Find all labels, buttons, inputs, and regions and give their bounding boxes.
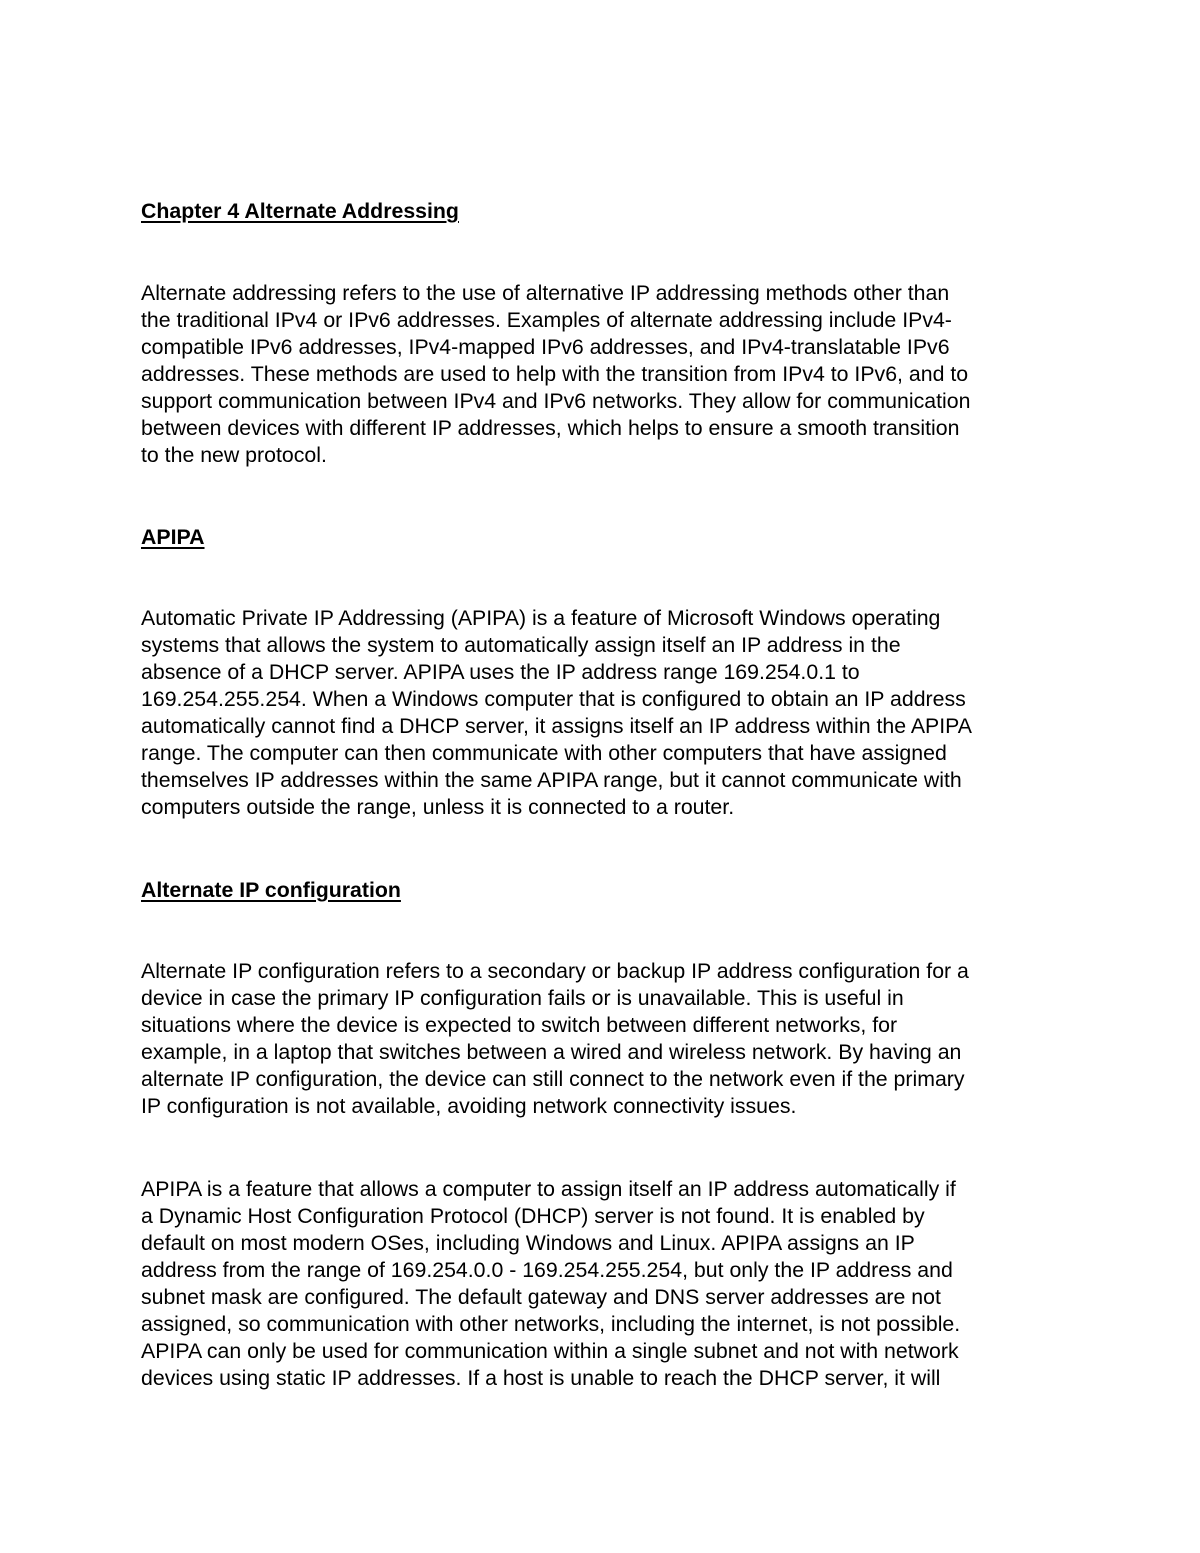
paragraph-line: Alternate IP configuration refers to a secondary or backup IP address configuration for a [141,959,969,983]
paragraph-line: Automatic Private IP Addressing (APIPA) is a feature of Microsoft Windows operating [141,606,941,630]
paragraph-line: Alternate addressing refers to the use of alternative IP addressing methods other than [141,281,950,305]
paragraph-line: default on most modern OSes, including Windows and Linux. APIPA assigns an IP [141,1231,915,1255]
paragraph-line: address from the range of 169.254.0.0 - 169.254.255.254, but only the IP address and [141,1258,953,1282]
paragraph-line: device in case the primary IP configuration fails or is unavailable. This is useful in [141,986,904,1010]
page-title: Chapter 4 Alternate Addressing [141,199,459,223]
paragraph-line: assigned, so communication with other networks, including the internet, is not possible. [141,1312,961,1336]
apipa-detail-paragraph [141,1176,1071,1392]
paragraph-line: between devices with different IP addresses, which helps to ensure a smooth transition [141,416,960,440]
paragraph-line: absence of a DHCP server. APIPA uses the IP address range 169.254.0.1 to [141,660,860,684]
paragraph-line: range. The computer can then communicate with other computers that have assigned [141,741,947,765]
paragraph-line: a Dynamic Host Configuration Protocol (DHCP) server is not found. It is enabled by [141,1204,925,1228]
paragraph-line: support communication between IPv4 and IPv6 networks. They allow for communication [141,389,971,413]
paragraph-line: alternate IP configuration, the device can still connect to the network even if the primary [141,1067,965,1091]
paragraph-line: situations where the device is expected to switch between different networks, for [141,1013,898,1037]
paragraph-line: devices using static IP addresses. If a host is unable to reach the DHCP server, it will [141,1366,941,1390]
paragraph-line: APIPA can only be used for communication within a single subnet and not with network [141,1339,959,1363]
paragraph-line: compatible IPv6 addresses, IPv4-mapped IPv6 addresses, and IPv4-translatable IPv6 [141,335,950,359]
paragraph-line: systems that allows the system to automatically assign itself an IP address in the [141,633,901,657]
section-heading-alternate-ip-configuration: Alternate IP configuration [141,878,401,902]
paragraph-line: the traditional IPv4 or IPv6 addresses. Examples of alternate addressing include IPv4- [141,308,952,332]
paragraph-line: APIPA is a feature that allows a computer to assign itself an IP address automatically if [141,1177,956,1201]
paragraph-line: automatically cannot find a DHCP server, it assigns itself an IP address within the APIPA [141,714,972,738]
paragraph-line: IP configuration is not available, avoiding network connectivity issues. [141,1094,797,1118]
section-heading-apipa: APIPA [141,525,205,549]
paragraph-line: subnet mask are configured. The default gateway and DNS server addresses are not [141,1285,941,1309]
paragraph-line: computers outside the range, unless it is connected to a router. [141,795,735,819]
alternate-config-paragraph [141,958,1071,1120]
paragraph-line: themselves IP addresses within the same APIPA range, but it cannot communicate with [141,768,962,792]
paragraph-line: to the new protocol. [141,443,327,467]
intro-paragraph [141,280,1071,469]
paragraph-line: 169.254.255.254. When a Windows computer that is configured to obtain an IP address [141,687,966,711]
apipa-paragraph [141,605,1071,821]
paragraph-line: example, in a laptop that switches between a wired and wireless network. By having an [141,1040,962,1064]
paragraph-line: addresses. These methods are used to help with the transition from IPv4 to IPv6, and to [141,362,969,386]
